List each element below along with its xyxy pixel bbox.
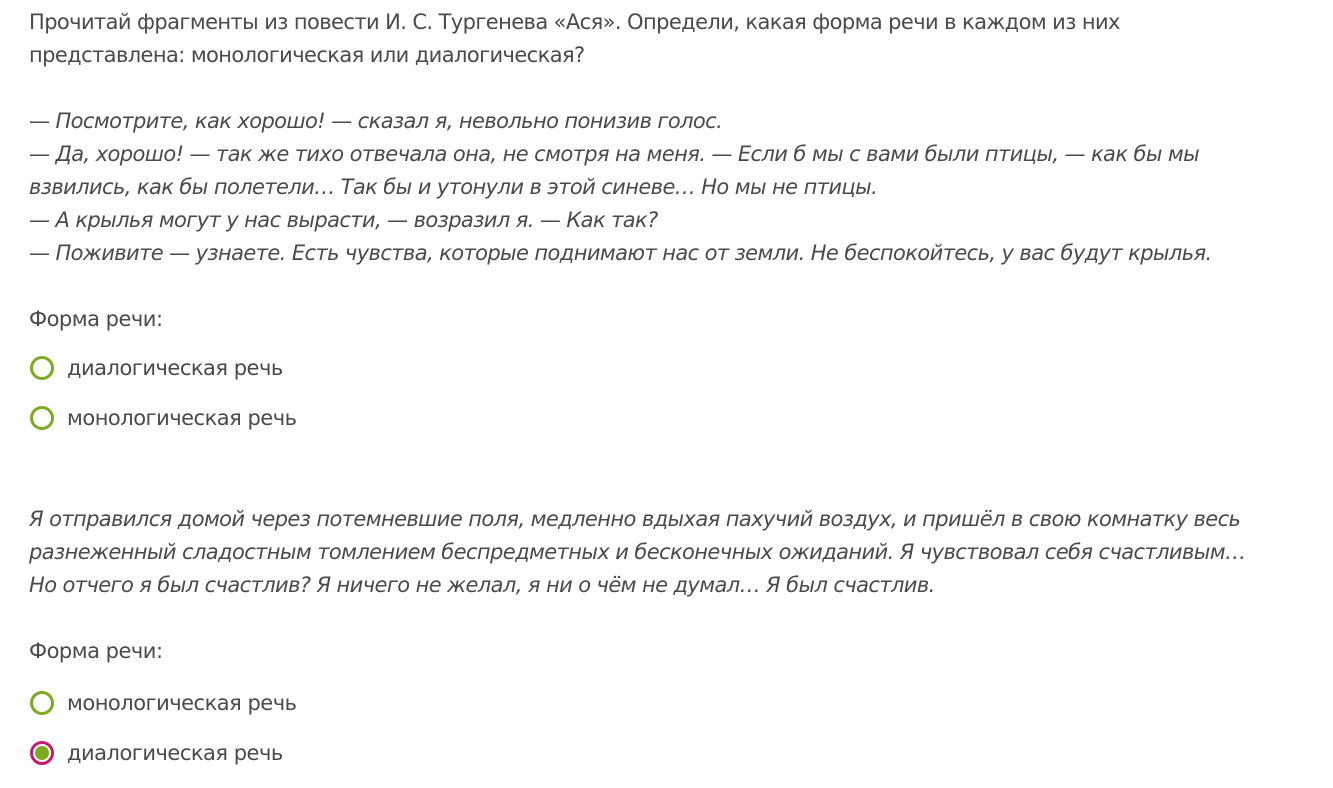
radio-button-selected[interactable] — [30, 741, 54, 765]
answer-option-dialogic-2[interactable] — [30, 735, 1333, 771]
question-text-line-1: Прочитай фрагменты из повести И. С. Тургенева «Ася». Определи, какая форма речи в каждом из них — [29, 10, 1120, 34]
fragment-1 — [29, 105, 1333, 270]
radio-button[interactable] — [30, 406, 54, 430]
form-of-speech-label-2: Форма речи: — [29, 639, 163, 663]
fragment-2-line: Но отчего я был счастлив? Я ничего не желал, я ни о чём не думал… Я был счастлив. — [29, 573, 935, 597]
form-of-speech-label-1: Форма речи: — [29, 307, 163, 331]
fragment-2-line: Я отправился домой через потемневшие поля, медленно вдыхая пахучий воздух, и пришёл в свою комнатку весь — [29, 507, 1241, 531]
spacer — [29, 72, 1333, 105]
option-label: диалогическая речь — [67, 356, 283, 380]
answer-group-1 — [29, 350, 1333, 436]
radio-button[interactable] — [30, 356, 54, 380]
question-text-line-2: представлена: монологическая или диалогическая? — [29, 43, 585, 67]
option-label: диалогическая речь — [67, 741, 283, 765]
answer-group-2 — [29, 685, 1333, 771]
radio-button[interactable] — [30, 691, 54, 715]
spacer — [29, 668, 1333, 685]
spacer — [29, 436, 1333, 503]
fragment-1-line: взвились, как бы полетели… Так бы и утонули в этой синеве… Но мы не птицы. — [29, 175, 878, 199]
fragment-2-line: разнеженный сладостным томлением беспредметных и бесконечных ожиданий. Я чувствовал себя счастливым… — [29, 540, 1246, 564]
fragment-1-line: — А крылья могут у нас вырасти, — возразил я. — Как так? — [29, 208, 658, 232]
exercise-content — [29, 6, 1333, 771]
fragment-2 — [29, 503, 1333, 602]
answer-option-dialogic-1[interactable] — [30, 350, 1333, 386]
spacer — [29, 336, 1333, 350]
spacer — [29, 270, 1333, 303]
fragment-1-line: — Да, хорошо! — так же тихо отвечала она, не смотря на меня. — Если б мы с вами были птицы, — как бы мы — [29, 142, 1200, 166]
spacer — [29, 602, 1333, 635]
fragment-1-line: — Поживите — узнаете. Есть чувства, которые поднимают нас от земли. Не беспокойтесь, у вас будут крылья. — [29, 241, 1212, 265]
answer-option-monologic-2[interactable] — [30, 685, 1333, 721]
option-label: монологическая речь — [67, 691, 297, 715]
fragment-1-line: — Посмотрите, как хорошо! — сказал я, невольно понизив голос. — [29, 109, 723, 133]
option-label: монологическая речь — [67, 406, 297, 430]
answer-option-monologic-1[interactable] — [30, 400, 1333, 436]
